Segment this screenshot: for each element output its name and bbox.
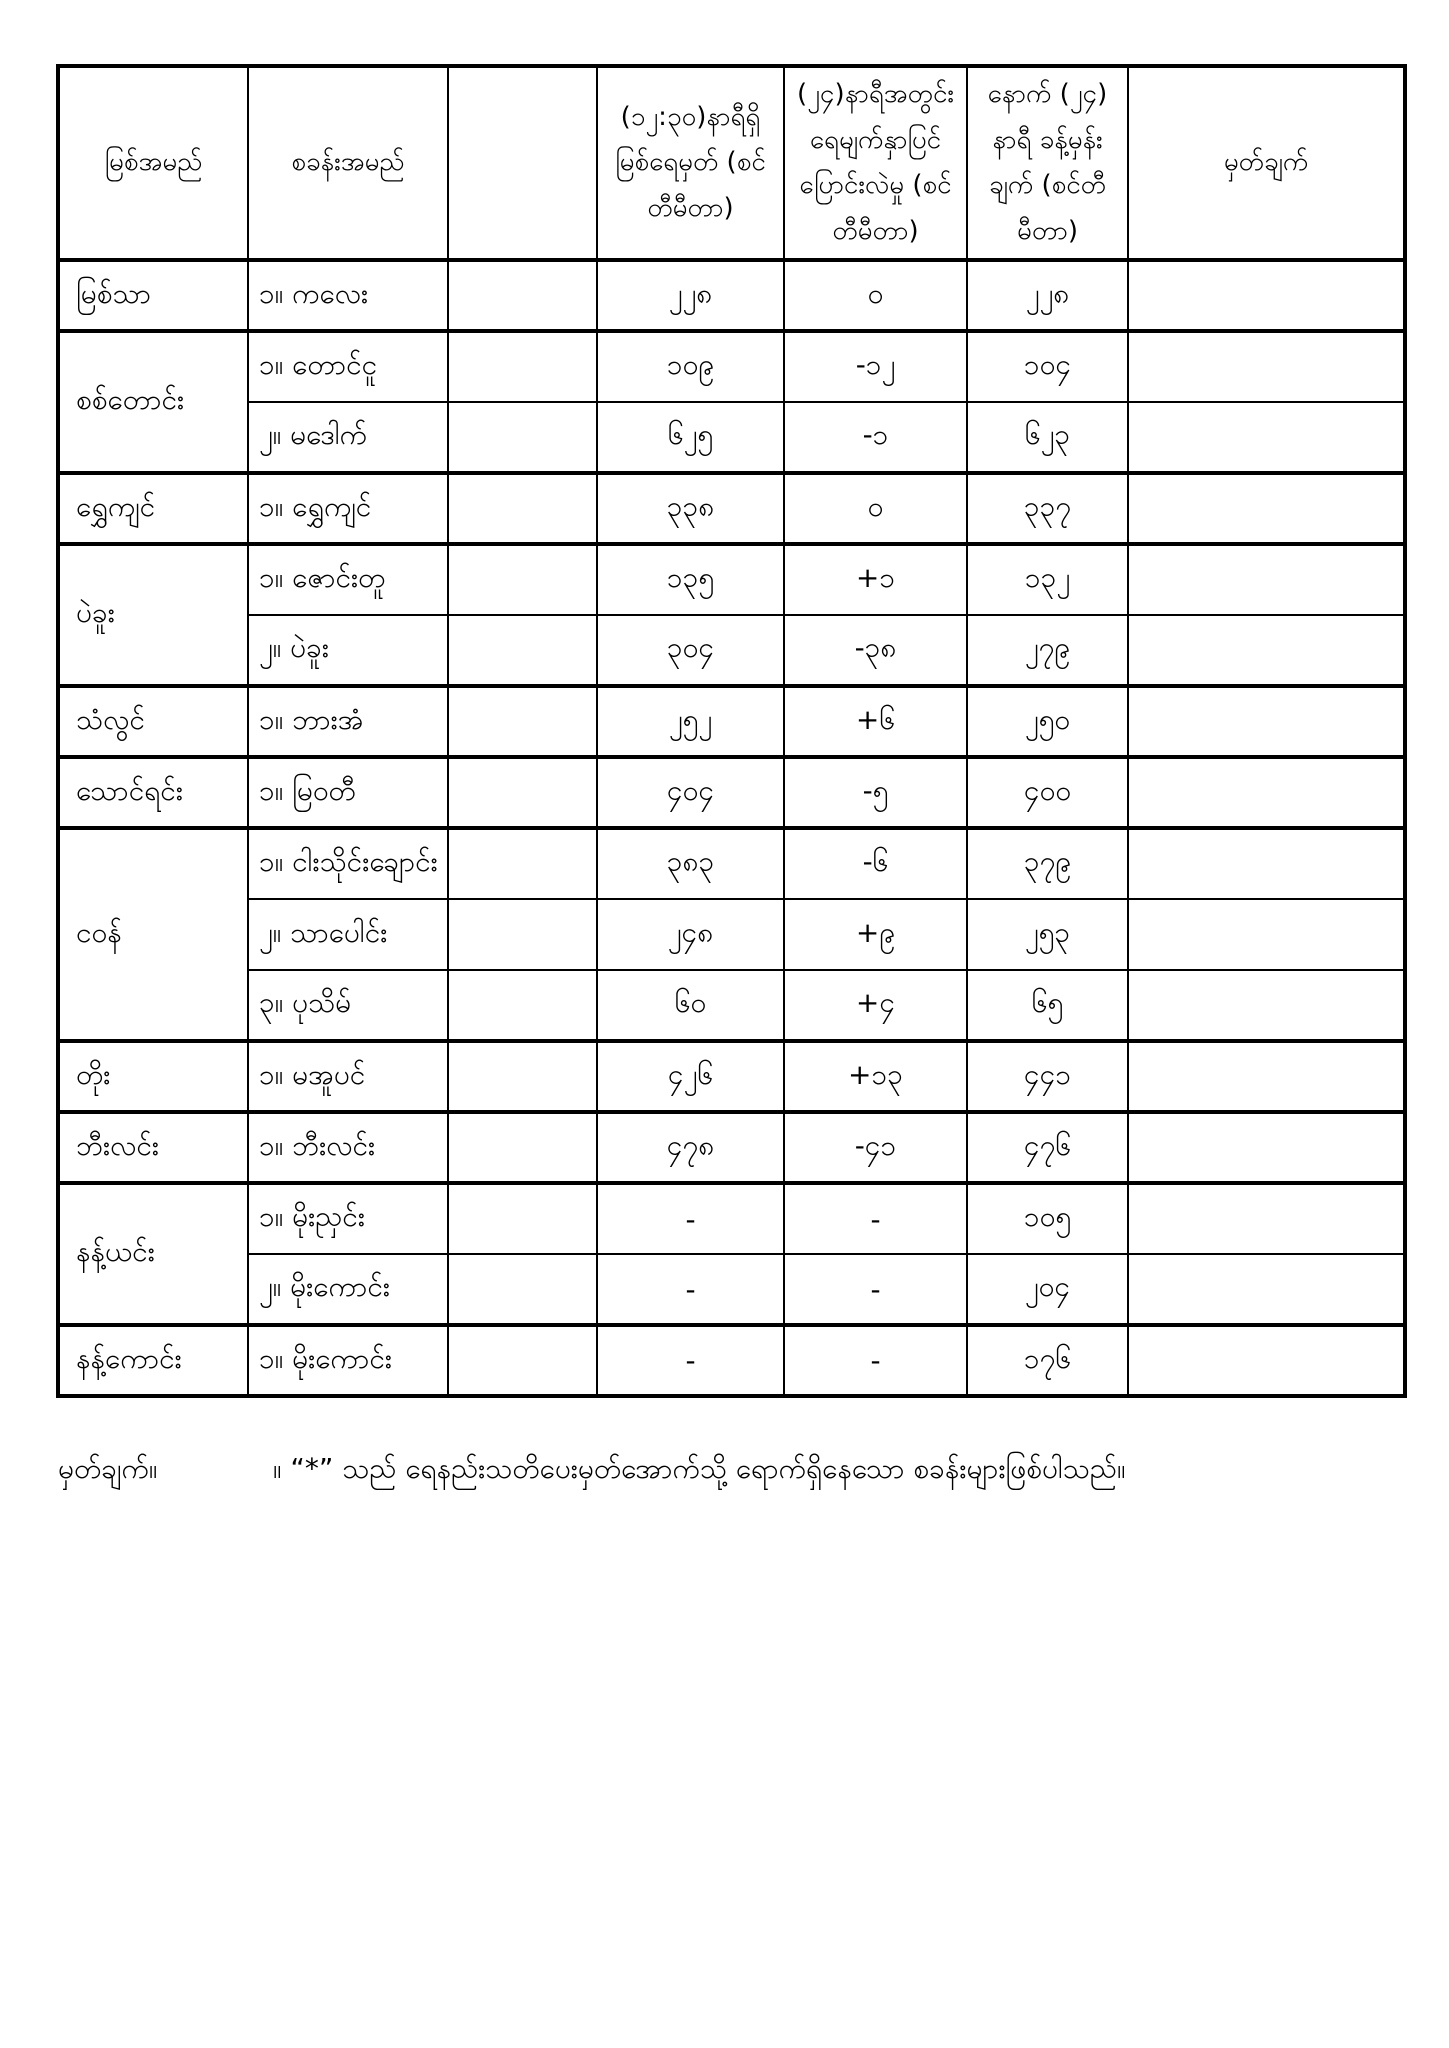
forecast-value: ၆၅ <box>967 970 1128 1041</box>
table-row <box>58 615 1405 686</box>
forecast-value: ၁၇၆ <box>967 1325 1128 1396</box>
level-value: ၁၃၅ <box>597 544 784 615</box>
river-name: သံလွင် <box>58 686 248 757</box>
station-name: ၁။ တောင်ငူ <box>248 331 448 402</box>
level-value: ၄၀၄ <box>597 757 784 828</box>
blank-cell <box>448 899 597 970</box>
change-value: ၀ <box>784 473 967 544</box>
blank-cell <box>448 1112 597 1183</box>
level-value: ၆၂၅ <box>597 402 784 473</box>
table-row <box>58 686 1405 757</box>
table-row <box>58 1041 1405 1112</box>
table-row <box>58 757 1405 828</box>
level-value: ၂၅၂ <box>597 686 784 757</box>
table-row <box>58 260 1405 331</box>
remark-cell <box>1128 970 1405 1041</box>
change-value: +၉ <box>784 899 967 970</box>
station-name: ၁။ ငါးသိုင်းချောင်း <box>248 828 448 899</box>
station-name: ၁။ မိုးညှင်း <box>248 1183 448 1254</box>
remark-cell <box>1128 1254 1405 1325</box>
river-name: နန့်ကောင်း <box>58 1325 248 1396</box>
blank-cell <box>448 686 597 757</box>
change-value: -၃၈ <box>784 615 967 686</box>
forecast-value: ၁၀၄ <box>967 331 1128 402</box>
change-value: -၄၁ <box>784 1112 967 1183</box>
level-value: ၄၇၈ <box>597 1112 784 1183</box>
change-value: +၁ <box>784 544 967 615</box>
change-value: +၄ <box>784 970 967 1041</box>
header-row <box>58 66 1405 260</box>
blank-cell <box>448 1325 597 1396</box>
river-name: ငဝန် <box>58 828 248 1041</box>
header-remark: မှတ်ချက် <box>1128 66 1405 260</box>
forecast-value: ၂၂၈ <box>967 260 1128 331</box>
forecast-value: ၁၀၅ <box>967 1183 1128 1254</box>
station-name: ၁။ မိုးကောင်း <box>248 1325 448 1396</box>
change-value: -၅ <box>784 757 967 828</box>
change-value: - <box>784 1254 967 1325</box>
station-name: ၂။ သာပေါင်း <box>248 899 448 970</box>
change-value: +၆ <box>784 686 967 757</box>
forecast-value: ၄၇၆ <box>967 1112 1128 1183</box>
change-value: - <box>784 1325 967 1396</box>
level-value: ၂၂၈ <box>597 260 784 331</box>
river-name: ရွှေကျင် <box>58 473 248 544</box>
change-value: +၁၃ <box>784 1041 967 1112</box>
station-name: ၁။ မအူပင် <box>248 1041 448 1112</box>
river-name: ဘီးလင်း <box>58 1112 248 1183</box>
header-forecast: နောက် (၂၄) နာရီ ခန့်မှန်းချက် (စင်တီမီတာ) <box>967 66 1128 260</box>
river-name: ပဲခူး <box>58 544 248 686</box>
forecast-value: ၃၃၇ <box>967 473 1128 544</box>
blank-cell <box>448 757 597 828</box>
remark-cell <box>1128 828 1405 899</box>
river-name: နန့်ယင်း <box>58 1183 248 1325</box>
remark-cell <box>1128 1325 1405 1396</box>
station-name: ၂။ မဒေါက် <box>248 402 448 473</box>
blank-cell <box>448 331 597 402</box>
header-blank <box>448 66 597 260</box>
change-value: ၀ <box>784 260 967 331</box>
table-row <box>58 828 1405 899</box>
forecast-value: ၂၀၄ <box>967 1254 1128 1325</box>
forecast-value: ၂၇၉ <box>967 615 1128 686</box>
remark-cell <box>1128 1041 1405 1112</box>
header-change: (၂၄)နာရီအတွင်း ရေမျက်နှာပြင် ပြောင်းလဲမှု (စင်တီမီတာ) <box>784 66 967 260</box>
remark-cell <box>1128 473 1405 544</box>
blank-cell <box>448 1254 597 1325</box>
station-name: ၁။ ကလေး <box>248 260 448 331</box>
level-value: - <box>597 1183 784 1254</box>
level-value: ၂၄၈ <box>597 899 784 970</box>
blank-cell <box>448 402 597 473</box>
forecast-value: ၂၅၃ <box>967 899 1128 970</box>
table-row <box>58 899 1405 970</box>
table-row <box>58 1183 1405 1254</box>
river-name: တိုး <box>58 1041 248 1112</box>
table-row <box>58 473 1405 544</box>
remark-cell <box>1128 1183 1405 1254</box>
change-value: -၁၂ <box>784 331 967 402</box>
level-value: ၄၂၆ <box>597 1041 784 1112</box>
station-name: ၁။ ရွှေကျင် <box>248 473 448 544</box>
footnote-label: မှတ်ချက်။ <box>58 1452 158 1485</box>
level-value: ၃၀၄ <box>597 615 784 686</box>
change-value: -၁ <box>784 402 967 473</box>
blank-cell <box>448 1041 597 1112</box>
remark-cell <box>1128 686 1405 757</box>
station-name: ၁။ ဘားအံ <box>248 686 448 757</box>
station-name: ၃။ ပုသိမ် <box>248 970 448 1041</box>
remark-cell <box>1128 331 1405 402</box>
blank-cell <box>448 970 597 1041</box>
change-value: - <box>784 1183 967 1254</box>
river-name: သောင်ရင်း <box>58 757 248 828</box>
blank-cell <box>448 1183 597 1254</box>
station-name: ၁။ မြဝတီ <box>248 757 448 828</box>
level-value: ၃၈၃ <box>597 828 784 899</box>
blank-cell <box>448 615 597 686</box>
forecast-value: ၂၅၀ <box>967 686 1128 757</box>
station-name: ၂။ မိုးကောင်း <box>248 1254 448 1325</box>
remark-cell <box>1128 1112 1405 1183</box>
river-name: စစ်တောင်း <box>58 331 248 473</box>
forecast-value: ၁၃၂ <box>967 544 1128 615</box>
remark-cell <box>1128 544 1405 615</box>
station-name: ၂။ ပဲခူး <box>248 615 448 686</box>
forecast-value: ၄၄၁ <box>967 1041 1128 1112</box>
change-value: -၆ <box>784 828 967 899</box>
footnote <box>58 1448 1418 1490</box>
station-name: ၁။ ဇောင်းတူ <box>248 544 448 615</box>
header-station: စခန်းအမည် <box>248 66 448 260</box>
table-row <box>58 402 1405 473</box>
forecast-value: ၄၀၀ <box>967 757 1128 828</box>
remark-cell <box>1128 402 1405 473</box>
remark-cell <box>1128 260 1405 331</box>
remark-cell <box>1128 757 1405 828</box>
level-value: ၃၃၈ <box>597 473 784 544</box>
blank-cell <box>448 473 597 544</box>
table-row <box>58 970 1405 1041</box>
header-river: မြစ်အမည် <box>58 66 248 260</box>
table-row <box>58 1254 1405 1325</box>
table-row <box>58 544 1405 615</box>
station-name: ၁။ ဘီးလင်း <box>248 1112 448 1183</box>
footnote-text: ။ “*” သည် ရေနည်းသတိပေးမှတ်အောက်သို့ ရောက်ရှိနေသော စခန်းများဖြစ်ပါသည်။ <box>273 1452 1126 1485</box>
level-value: ၆၀ <box>597 970 784 1041</box>
table-row <box>58 1325 1405 1396</box>
river-name: မြစ်သာ <box>58 260 248 331</box>
forecast-value: ၆၂၃ <box>967 402 1128 473</box>
blank-cell <box>448 260 597 331</box>
remark-cell <box>1128 615 1405 686</box>
blank-cell <box>448 828 597 899</box>
level-value: ၁၀၉ <box>597 331 784 402</box>
table-row <box>58 331 1405 402</box>
table-row <box>58 1112 1405 1183</box>
remark-cell <box>1128 899 1405 970</box>
forecast-value: ၃၇၉ <box>967 828 1128 899</box>
level-value: - <box>597 1325 784 1396</box>
header-level: (၁၂:၃၀)နာရီရှိ မြစ်ရေမှတ် (စင်တီမီတာ) <box>597 66 784 260</box>
blank-cell <box>448 544 597 615</box>
river-levels-table <box>56 64 1407 1398</box>
level-value: - <box>597 1254 784 1325</box>
